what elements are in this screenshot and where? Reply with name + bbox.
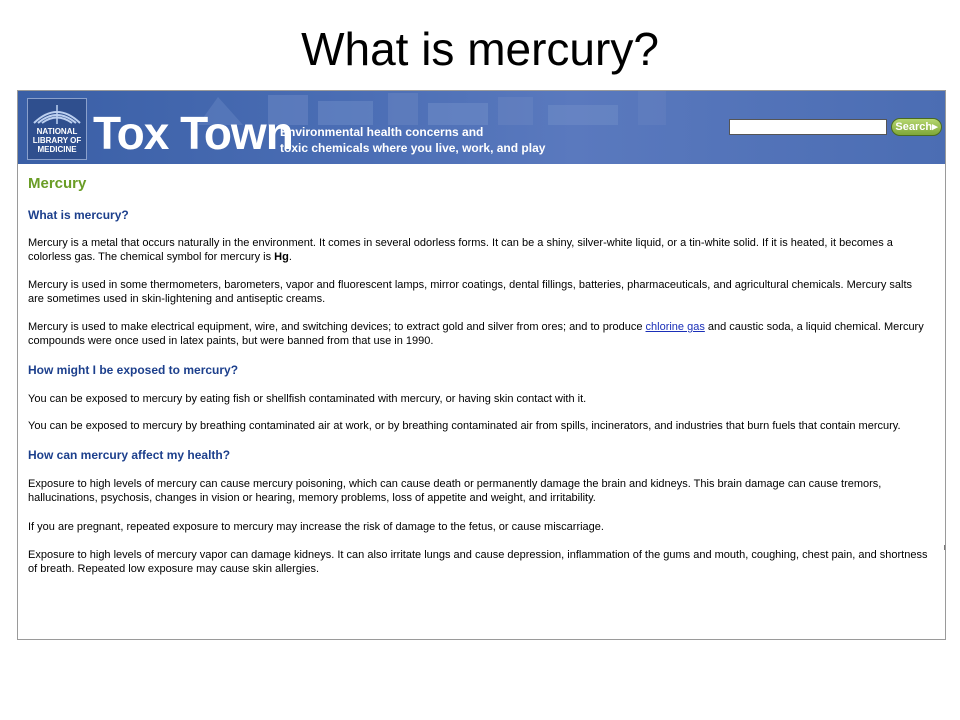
nlm-logo[interactable] [27,98,87,160]
chemical-symbol: Hg [274,251,289,263]
nlm-logo-text [28,127,86,154]
paragraph: Mercury is used in some thermometers, barometers, vapor and fluorescent lamps, mirror coatings, dental fillings, batteries, pharmaceuticals, and agricultural chemicals. Mercury salts are sometimes used in skin-lightening and antiseptic creams. [28,279,913,305]
paragraph-text: Mercury is used to make electrical equipment, wire, and switching devices; to extract gold and silver from ores; and to produce [28,321,646,333]
section-heading-exposure: How might I be exposed to mercury? [28,363,239,377]
tagline-line-1: Environmental health concerns and [280,125,484,139]
nlm-logo-line: MEDICINE [37,145,77,154]
arrow-right-icon: ▸ [932,121,938,133]
site-banner [18,91,945,164]
section-heading-health: How can mercury affect my health? [28,448,231,462]
paragraph: You can be exposed to mercury by breathing contaminated air at work, or by breathing contaminated air from spills, incinerators, and industries that burn fuels that contain mercury. [28,420,901,432]
nlm-logo-line: NATIONAL [36,127,78,136]
webpage-screenshot [17,90,946,640]
paragraph: You can be exposed to mercury by eating fish or shellfish contaminated with mercury, or having skin contact with it. [28,393,587,405]
paragraph: Exposure to high levels of mercury vapor can damage kidneys. It can also irritate lungs and cause depression, inflammation of the gums and mouth, coughing, chest pain, and shortness of breath. Repeated low exposure may cause skin allergies. [28,549,928,575]
site-tagline [280,124,545,156]
paragraph-text: Mercury is a metal that occurs naturally in the environment. It comes in several odorless forms. It can be a shiny, silver-white liquid, or a tin-white solid. If it is heated, it becomes a colorless gas. The chemical symbol for mercury is [28,237,893,263]
section-heading-what: What is mercury? [28,208,129,222]
chlorine-gas-link[interactable]: chlorine gas [645,321,705,333]
scrollbar-mark [944,545,945,550]
paragraph: If you are pregnant, repeated exposure to mercury may increase the risk of damage to the fetus, or cause miscarriage. [28,521,604,533]
book-icon [28,99,86,127]
paragraph [28,236,930,264]
paragraph-text: . [288,251,292,263]
paragraph [28,320,930,348]
site-name[interactable]: Tox Town [93,107,293,159]
paragraph-text: and caustic soda, a liquid chemical. Mercury compounds were once used in latex paints, but were banned from that use in 1990. [28,321,924,347]
search-button-label: Search [895,121,933,133]
search-input[interactable] [729,119,887,135]
paragraph: Exposure to high levels of mercury can cause mercury poisoning, which can cause death or permanently damage the brain and kidneys. This brain damage can cause tremors, hallucinations, psychosis, changes in vision or hearing, memory problems, loss of appetite and weight, and irritability. [28,478,882,504]
search-button[interactable] [891,118,942,136]
slide-title: What is mercury? [301,23,659,75]
article-content [28,171,930,576]
nlm-logo-line: LIBRARY OF [32,136,82,145]
tagline-line-2: toxic chemicals where you live, work, and play [280,141,546,155]
article-heading: Mercury [28,175,87,192]
